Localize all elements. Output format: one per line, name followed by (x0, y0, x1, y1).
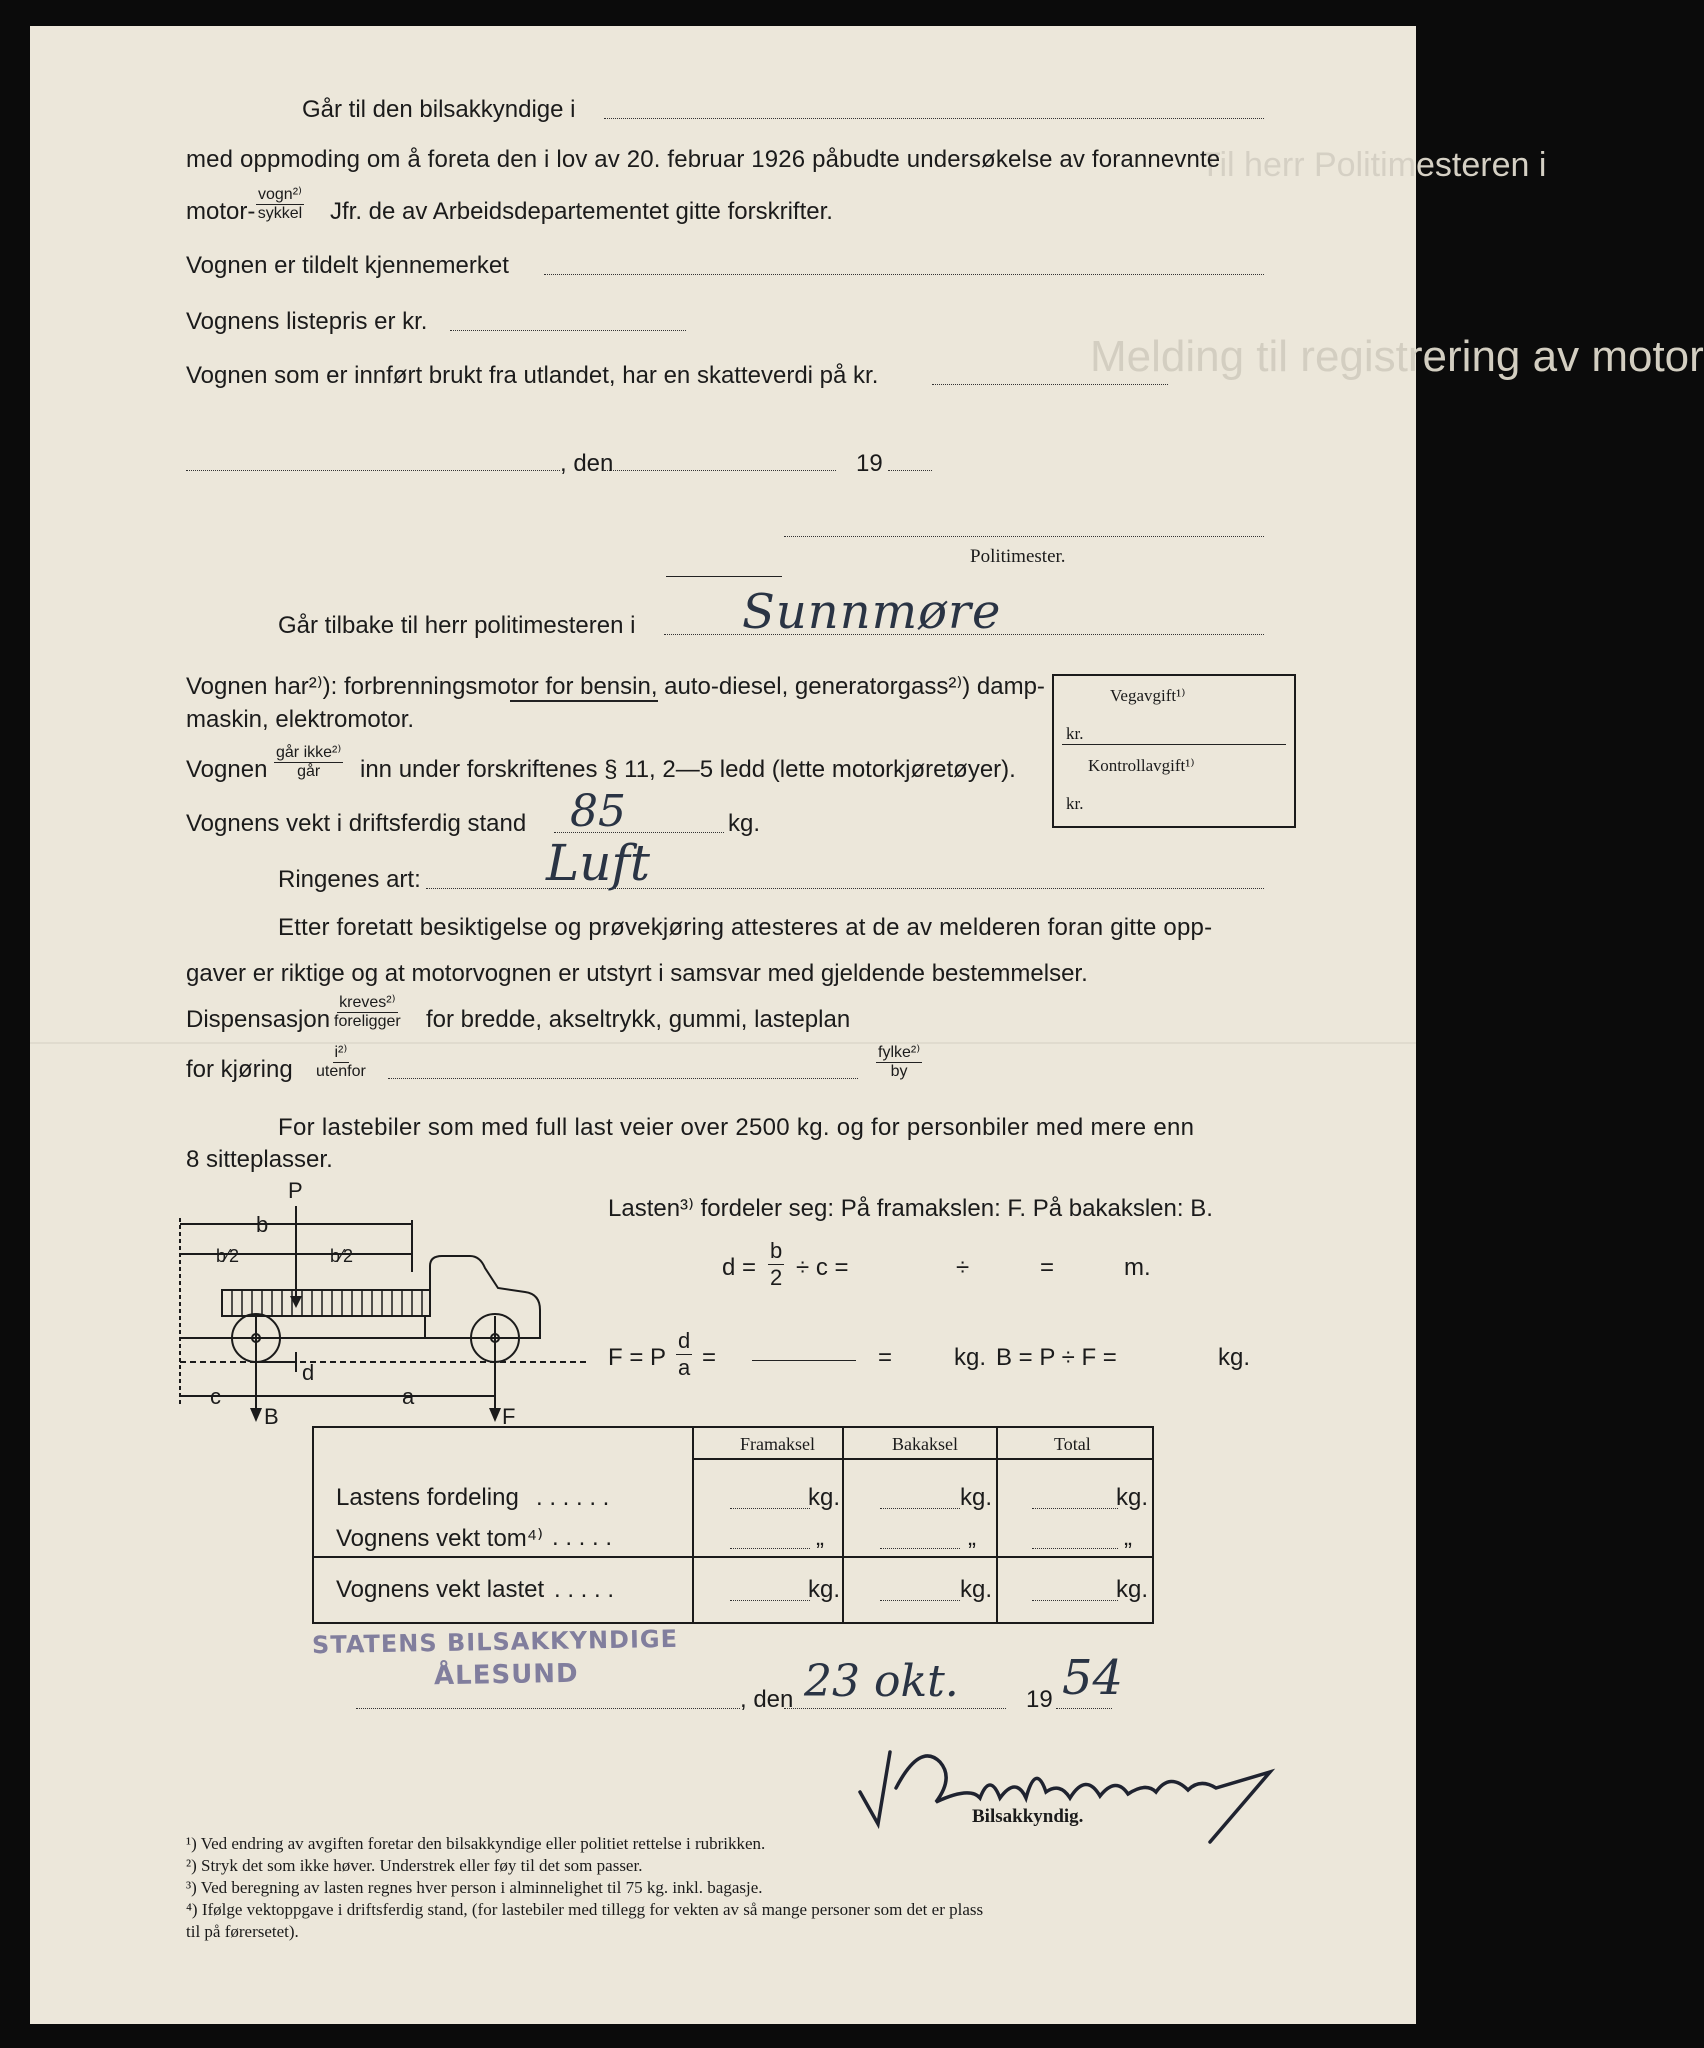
motor-num: vogn²⁾ (258, 186, 302, 203)
row-lastens-label: Lastens fordeling (336, 1484, 519, 1511)
section-divider (666, 576, 782, 577)
gar-tilbake-label: Går tilbake til herr politimesteren i (278, 612, 636, 639)
row-tom-label: Vognens vekt tom⁴⁾ (336, 1525, 543, 1552)
vekt-label: Vognens vekt i driftsferdig stand (186, 810, 527, 837)
footnote-4: ⁴) Ifølge vektoppgave i driftsferdig stand, (for lastebiler med tillegg for vekten av så mange personer som det er plass (186, 1900, 984, 1919)
diagram-label-F: F (502, 1404, 516, 1429)
lastet-bakaksel-field[interactable] (880, 1600, 960, 1601)
signoff-place-field[interactable] (356, 1708, 740, 1709)
formula-d-left: d = (722, 1254, 757, 1281)
fee-divider (1062, 744, 1286, 745)
lastebiler-line1: For lastebiler som med full last veier over 2500 kg. og for personbiler med mere enn (278, 1114, 1195, 1141)
utlandet-field[interactable] (932, 384, 1168, 385)
disp-num: kreves²⁾ (339, 994, 396, 1011)
fylke-fraction (876, 1044, 922, 1081)
row-lastet-dots: . . . . . (554, 1576, 615, 1603)
gar-den: går (297, 763, 321, 780)
form-sheet (30, 26, 1704, 2024)
signoff-den: , den (740, 1686, 794, 1713)
underline-bensin (510, 700, 658, 702)
formula-d-b: b (770, 1238, 783, 1263)
year-field[interactable] (888, 470, 932, 471)
year-prefix: 19 (856, 450, 883, 477)
kjoring-den: utenfor (316, 1063, 366, 1080)
diagram-label-p: P (288, 1178, 303, 1203)
truck-load-diagram (180, 1176, 600, 1429)
formula-d-unit: m. (1124, 1254, 1151, 1281)
formula-d-2: 2 (770, 1265, 783, 1290)
den-label: , den (560, 450, 614, 477)
formula-f-kg: kg. (954, 1344, 987, 1371)
tom-total-ditto: „ (1124, 1524, 1132, 1551)
lastens-framaksel-unit: kg. (808, 1484, 841, 1511)
oppmoding-line: med oppmoding om å foreta den i lov av 20. februar 1926 påbudte undersøkelse av forannevnte (186, 146, 1221, 173)
lastens-bakaksel-unit: kg. (960, 1484, 993, 1511)
kontrollavgift-kr: kr. (1066, 794, 1084, 813)
formula-d-div: ÷ (956, 1254, 970, 1281)
listepris-label: Vognens listepris er kr. (186, 308, 428, 335)
formula-f-fraction (676, 1328, 692, 1381)
attest-line2: gaver er riktige og at motorvognen er utstyrt i samsvar med gjeldende bestemmelser. (186, 960, 1088, 987)
signoff-date-field[interactable] (784, 1708, 1006, 1709)
tom-framaksel-ditto: „ (816, 1524, 824, 1551)
kjennemerket-field[interactable] (544, 274, 1264, 275)
gar-fraction (274, 744, 343, 781)
vekt-unit: kg. (728, 810, 761, 837)
footnote-2: ²) Stryk det som ikke høver. Understrek eller føy til det som passer. (186, 1856, 643, 1875)
gar-til-label: Går til den bilsakkyndige i (302, 96, 576, 123)
truck-cab (425, 1256, 540, 1338)
col-total: Total (1054, 1434, 1091, 1454)
vegavgift-label: Vegavgift¹⁾ (1110, 686, 1186, 705)
fee-box (1052, 674, 1296, 828)
lastens-total-unit: kg. (1116, 1484, 1149, 1511)
lastet-framaksel-unit: kg. (808, 1576, 841, 1603)
formula-d-fraction (768, 1238, 784, 1291)
lastens-total-field[interactable] (1032, 1508, 1118, 1509)
listepris-field[interactable] (450, 330, 686, 331)
fylke-num: fylke²⁾ (878, 1044, 921, 1061)
load-bed (222, 1290, 430, 1316)
formula-f-eq2: = (878, 1344, 893, 1371)
signoff-year-prefix: 19 (1026, 1686, 1053, 1713)
lastet-bakaksel-unit: kg. (960, 1576, 993, 1603)
kjoring-field[interactable] (388, 1078, 858, 1079)
signoff-year-field[interactable] (1056, 1708, 1112, 1709)
fold-line (30, 1042, 1416, 1044)
lastet-total-unit: kg. (1116, 1576, 1149, 1603)
handwritten-date: 23 okt. (804, 1656, 959, 1707)
lastens-framaksel-field[interactable] (730, 1508, 810, 1509)
diagram-label-c: c (210, 1384, 221, 1409)
tom-total-field[interactable] (1032, 1548, 1118, 1549)
col-bakaksel: Bakaksel (892, 1434, 958, 1454)
tom-bakaksel-field[interactable] (880, 1548, 960, 1549)
tom-bakaksel-ditto: „ (968, 1524, 976, 1551)
lastet-framaksel-field[interactable] (730, 1600, 810, 1601)
kjoring-num: i²⁾ (334, 1044, 348, 1061)
gar-til-field[interactable] (604, 118, 1264, 119)
diagram-label-b2-right: b⁄2 (330, 1246, 354, 1266)
bilsakkyndig-label: Bilsakkyndig. (972, 1806, 1084, 1827)
diagram-label-a: a (402, 1384, 415, 1409)
motor-den: sykkel (257, 205, 303, 222)
disp-den: foreligger (334, 1013, 401, 1030)
vognen-label: Vognen (186, 756, 268, 783)
fylke-den: by (890, 1063, 908, 1080)
formula-f-a: a (678, 1355, 691, 1380)
motor-fraction (256, 186, 304, 223)
kjoring-label: for kjøring (186, 1056, 293, 1083)
lastet-total-field[interactable] (1032, 1600, 1118, 1601)
footnote-1: ¹) Ved endring av avgiften foretar den bilsakkyndige eller politiet rettelse i rubrikken. (186, 1834, 766, 1853)
diagram-label-d: d (302, 1360, 315, 1385)
bleed-through-title: Melding til registrering av motor (1090, 332, 1704, 381)
formula-f-left: F = P (608, 1344, 667, 1371)
gar-num: går ikke²⁾ (276, 744, 342, 761)
formula-b: B = P ÷ F = (996, 1344, 1117, 1371)
motor-prefix: motor- (186, 198, 256, 225)
weight-table (312, 1426, 1154, 1624)
footnote-4-cont: til på førersetet). (186, 1922, 299, 1941)
dispensasjon-fraction (334, 994, 401, 1031)
stamp-line2: ÅLESUND (433, 1658, 579, 1692)
motor-suffix: Jfr. de av Arbeidsdepartementet gitte forskrifter. (330, 198, 833, 225)
har-line1: Vognen har²⁾): forbrenningsmotor for bensin, auto-diesel, generatorgass²⁾) damp- (186, 673, 1045, 700)
col-framaksel: Framaksel (740, 1434, 815, 1454)
kjennemerket-label: Vognen er tildelt kjennemerket (186, 252, 509, 279)
place-field[interactable] (186, 470, 560, 471)
row-tom-dots: . . . . . (552, 1524, 613, 1551)
politimester-label: Politimester. (970, 546, 1066, 567)
handwritten-ringenes: Luft (546, 834, 651, 892)
diagram-label-b2-left: b⁄2 (216, 1246, 240, 1266)
stamp-line1: STATENS BILSAKKYNDIGE (311, 1624, 679, 1660)
har-line2: maskin, elektromotor. (186, 706, 415, 733)
utlandet-label: Vognen som er innført brukt fra utlandet, har en skatteverdi på kr. (186, 362, 879, 389)
formula-d-eq: = (1040, 1254, 1055, 1281)
formula-f-eq1: = (702, 1344, 717, 1371)
ringenes-label: Ringenes art: (278, 866, 421, 893)
formula-b-kg: kg. (1218, 1344, 1251, 1371)
handwritten-place: Sunnmøre (742, 584, 1002, 640)
diagram-label-b: b (256, 1212, 269, 1237)
dispensasjon-label: Dispensasjon (186, 1006, 331, 1033)
handwritten-year: 54 (1062, 1650, 1124, 1706)
lastebiler-line2: 8 sitteplasser. (186, 1146, 333, 1173)
date-field[interactable] (604, 470, 836, 471)
formula-f-fraction-line (752, 1360, 856, 1361)
vegavgift-kr: kr. (1066, 724, 1084, 743)
tom-framaksel-field[interactable] (730, 1548, 810, 1549)
diagram-label-B: B (264, 1404, 279, 1429)
lasten-label: Lasten³⁾ fordeler seg: På framakslen: F. På bakakslen: B. (608, 1195, 1213, 1222)
handwritten-vekt: 85 (570, 786, 626, 837)
formula-f-d: d (678, 1328, 691, 1353)
attest-line1: Etter foretatt besiktigelse og prøvekjøring attesteres at de av melderen foran gitte opp- (278, 914, 1213, 941)
bleed-through-text: Til herr Politimesteren i (1200, 146, 1547, 184)
footnote-3: ³) Ved beregning av lasten regnes hver person i alminnelighet til 75 kg. inkl. bagasje. (186, 1878, 763, 1897)
row-lastet-label: Vognens vekt lastet (336, 1576, 545, 1603)
row-lastens-dots: . . . . . . (536, 1484, 610, 1511)
lastens-bakaksel-field[interactable] (880, 1508, 960, 1509)
politimester-signature-field[interactable] (784, 536, 1264, 537)
forskrift-text: inn under forskriftenes § 11, 2—5 ledd (lette motorkjøretøyer). (360, 756, 1016, 783)
kontrollavgift-label: Kontrollavgift¹⁾ (1088, 756, 1195, 775)
formula-d-rest: ÷ c = (796, 1254, 849, 1281)
kjoring-fraction (316, 1044, 366, 1081)
dispensasjon-suffix: for bredde, akseltrykk, gummi, lasteplan (426, 1006, 851, 1033)
